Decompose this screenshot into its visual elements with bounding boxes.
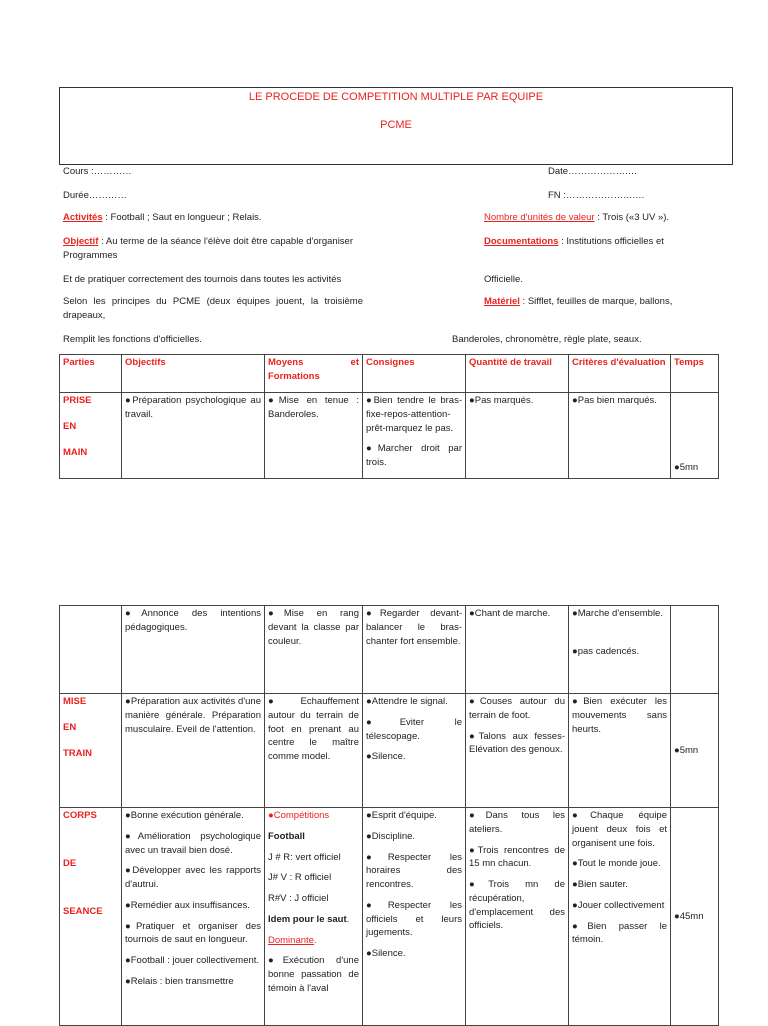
partie-word: SEANCE bbox=[63, 905, 103, 917]
consigne-item: ●Silence. bbox=[366, 751, 406, 763]
title-box bbox=[59, 87, 733, 165]
critere-item: ●Pas bien marqués. bbox=[572, 395, 657, 406]
moyen-item: ●Mise en rang devant la classe par couleur. bbox=[268, 608, 359, 647]
consignes-cell bbox=[363, 694, 466, 808]
info-line-5b: Banderoles, chronomètre, règle plate, seaux. bbox=[452, 334, 642, 345]
duree-field: Durée………… bbox=[63, 190, 127, 201]
moyens-cell bbox=[265, 694, 363, 808]
table-row bbox=[60, 393, 719, 479]
critere-item: ●Marche d'ensemble. bbox=[572, 608, 663, 619]
partie-word: EN bbox=[63, 721, 77, 733]
partie-word: MAIN bbox=[63, 446, 88, 458]
idem-saut-end: . bbox=[346, 913, 350, 925]
criteres-cell bbox=[569, 606, 671, 694]
header-temps: Temps bbox=[671, 355, 719, 393]
consigne-item: ●Eviter le télescopage. bbox=[366, 716, 462, 742]
consigne-item: ●Attendre le signal. bbox=[366, 696, 448, 707]
quantite-item: ●Trois rencontres de 15 mn chacun. bbox=[469, 844, 565, 870]
critere-item: ●Chaque équipe jouent deux fois et organisent une fois. bbox=[572, 810, 667, 849]
materiel-label: Matériel bbox=[484, 296, 520, 307]
dominante-end: . bbox=[313, 934, 317, 946]
quantite-item: ●Dans tous les ateliers. bbox=[469, 810, 565, 835]
temps-cell bbox=[671, 393, 719, 479]
materiel-line bbox=[484, 295, 704, 309]
moyen-item: ●Echauffement autour du terrain de foot en prenant au centre le maître comme model. bbox=[268, 696, 359, 763]
partie-word: CORPS bbox=[63, 810, 97, 821]
activites-label: Activités bbox=[63, 212, 103, 223]
nombre-uv-value: : Trois («3 UV »). bbox=[594, 212, 670, 223]
criteres-cell bbox=[569, 808, 671, 1026]
critere-item: ●pas cadencés. bbox=[572, 645, 640, 657]
officielle-text: Officielle. bbox=[484, 274, 523, 285]
quantite-cell bbox=[466, 694, 569, 808]
critere-item: ●Bien exécuter les mouvements sans heurts. bbox=[572, 696, 667, 735]
partie-word: TRAIN bbox=[63, 747, 93, 759]
critere-item: ●Jouer collectivement bbox=[572, 899, 665, 911]
consigne-item: ●Respecter les horaires des rencontres. bbox=[366, 851, 462, 891]
critere-item: ●Bien sauter. bbox=[572, 879, 628, 891]
table-header-row bbox=[60, 355, 719, 393]
partie-mise-en-train bbox=[60, 694, 122, 808]
temps-value: ●5mn bbox=[674, 744, 699, 756]
moyens-cell bbox=[265, 808, 363, 1026]
objectif-item: ●Annonce des intentions pédagogiques. bbox=[125, 608, 261, 633]
info-line-4: Selon les principes du PCME (deux équipes jouent, la troisième drapeaux, bbox=[63, 296, 363, 321]
objectif-item: ●Préparation aux activités d'une manière générale. Préparation musculaire. Eveil de l'attention. bbox=[125, 696, 261, 735]
criteres-cell bbox=[569, 694, 671, 808]
lesson-table-part-1 bbox=[59, 354, 719, 479]
document-title: LE PROCEDE DE COMPETITION MULTIPLE PAR EQUIPE bbox=[248, 91, 544, 103]
objectif-item: ●Développer avec les rapports d'autrui. bbox=[125, 865, 261, 891]
header-quantite: Quantité de travail bbox=[466, 355, 569, 393]
consigne-item: ●Regarder devant-balancer le bras-chanter fort ensemble. bbox=[366, 608, 462, 647]
documentations-line bbox=[484, 235, 704, 249]
partie-empty-cell bbox=[60, 606, 122, 694]
idem-saut-text: Idem pour le saut bbox=[268, 913, 347, 925]
table-row bbox=[60, 694, 719, 808]
objectif-line bbox=[63, 235, 353, 263]
moyen-item: ●Exécution d'une bonne passation de témoin à l'aval bbox=[268, 955, 359, 994]
consignes-cell bbox=[363, 393, 466, 479]
football-label: Football bbox=[268, 830, 305, 842]
objectif-item: ●Amélioration psychologique avec un travail bien dosé. bbox=[125, 830, 261, 856]
objectif-label: Objectif bbox=[63, 236, 99, 247]
objectifs-cell bbox=[122, 694, 265, 808]
fn-field: FN :………………….… bbox=[548, 190, 645, 201]
header-objectifs: Objectifs bbox=[122, 355, 265, 393]
objectifs-cell bbox=[122, 393, 265, 479]
quantite-item: ●Trois mn de récupération, d'emplacement des officiels. bbox=[469, 879, 565, 932]
objectif-item: ●Préparation psychologique au travail. bbox=[125, 395, 261, 420]
team-officiel-item: R#V : J officiel bbox=[268, 893, 329, 905]
temps-cell bbox=[671, 694, 719, 808]
team-officiel-item: J # R: vert officiel bbox=[268, 851, 341, 863]
dominante-line bbox=[268, 934, 359, 948]
objectif-item: ●Pratiquer et organiser des tournois de saut en longueur. bbox=[125, 920, 261, 946]
consigne-item: ●Esprit d'équipe. bbox=[366, 810, 437, 821]
team-officiel-item: J# V : R officiel bbox=[268, 872, 332, 884]
partie-prise-en-main bbox=[60, 393, 122, 479]
activites-value: : Football ; Saut en longueur ; Relais. bbox=[102, 212, 262, 223]
quantite-cell bbox=[466, 808, 569, 1026]
temps-value: ●45mn bbox=[674, 910, 704, 922]
activites-line bbox=[63, 211, 262, 225]
document-subtitle: PCME bbox=[380, 119, 412, 131]
idem-saut-line bbox=[268, 913, 359, 927]
header-criteres: Critères d'évaluation bbox=[569, 355, 671, 393]
documentations-value: : Institutions officielles et bbox=[558, 236, 664, 247]
objectif-item: ●Football : jouer collectivement. bbox=[125, 955, 260, 967]
temps-cell bbox=[671, 808, 719, 1026]
moyens-cell bbox=[265, 606, 363, 694]
consigne-item: ●Discipline. bbox=[366, 830, 416, 842]
partie-corps-de-seance bbox=[60, 808, 122, 1026]
quantite-item: ●Talons aux fesses-Elévation des genoux. bbox=[469, 730, 565, 756]
criteres-cell bbox=[569, 393, 671, 479]
nombre-uv-label: Nombre d'unités de valeur bbox=[484, 212, 595, 223]
competitions-label: ●Compétitions bbox=[268, 810, 330, 821]
critere-item: ●Tout le monde joue. bbox=[572, 858, 661, 870]
materiel-value: : Sifflet, feuilles de marque, ballons, bbox=[519, 296, 673, 307]
header-moyens: Moyens et Formations bbox=[265, 355, 363, 393]
objectif-item: ●Relais : bien transmettre bbox=[125, 975, 234, 987]
objectif-item: ●Bonne exécution générale. bbox=[125, 810, 244, 821]
partie-word: MISE bbox=[63, 696, 87, 707]
objectifs-cell bbox=[122, 606, 265, 694]
info-line-3: Et de pratiquer correctement des tournois dans toutes les activités bbox=[63, 274, 342, 285]
consigne-item: ●Bien tendre le bras-fixe-repos-attention-prêt-marquez le pas. bbox=[366, 395, 462, 434]
date-field: Date……………….… bbox=[548, 166, 638, 177]
consigne-item: ●Silence. bbox=[366, 948, 406, 960]
lesson-table-part-2 bbox=[59, 605, 719, 1026]
quantite-item: ●Couses autour du terrain de foot. bbox=[469, 696, 565, 721]
consigne-item: ●Respecter les officiels et leurs jugements. bbox=[366, 899, 462, 939]
critere-item: ●Bien passer le témoin. bbox=[572, 920, 667, 946]
table-row bbox=[60, 606, 719, 694]
partie-word: DE bbox=[63, 857, 77, 869]
consigne-item: ●Marcher droit par trois. bbox=[366, 443, 462, 469]
header-consignes: Consignes bbox=[363, 355, 466, 393]
cours-field: Cours :………… bbox=[63, 166, 132, 177]
documentations-label: Documentations bbox=[484, 236, 559, 247]
quantite-cell bbox=[466, 606, 569, 694]
dominante-label: Dominante bbox=[268, 934, 314, 946]
objectifs-cell bbox=[122, 808, 265, 1026]
moyens-cell bbox=[265, 393, 363, 479]
info-line-5: Remplit les fonctions d'officielles. bbox=[63, 334, 202, 345]
table-row bbox=[60, 808, 719, 1026]
temps-empty-cell bbox=[671, 606, 719, 694]
moyen-item: ●Mise en tenue : Banderoles. bbox=[268, 395, 359, 420]
nombre-uv-line bbox=[484, 211, 669, 225]
quantite-item: ●Chant de marche. bbox=[469, 608, 551, 619]
partie-word: PRISE bbox=[63, 395, 92, 406]
objectif-value: : Au terme de la séance l'élève doit être capable d'organiser Programmes bbox=[63, 236, 353, 261]
consignes-cell bbox=[363, 606, 466, 694]
header-parties: Parties bbox=[60, 355, 122, 393]
objectif-item: ●Remédier aux insuffisances. bbox=[125, 899, 250, 911]
quantite-item: ●Pas marqués. bbox=[469, 395, 534, 406]
consignes-cell bbox=[363, 808, 466, 1026]
partie-word: EN bbox=[63, 420, 77, 432]
temps-value: ●5mn bbox=[674, 462, 699, 474]
quantite-cell bbox=[466, 393, 569, 479]
